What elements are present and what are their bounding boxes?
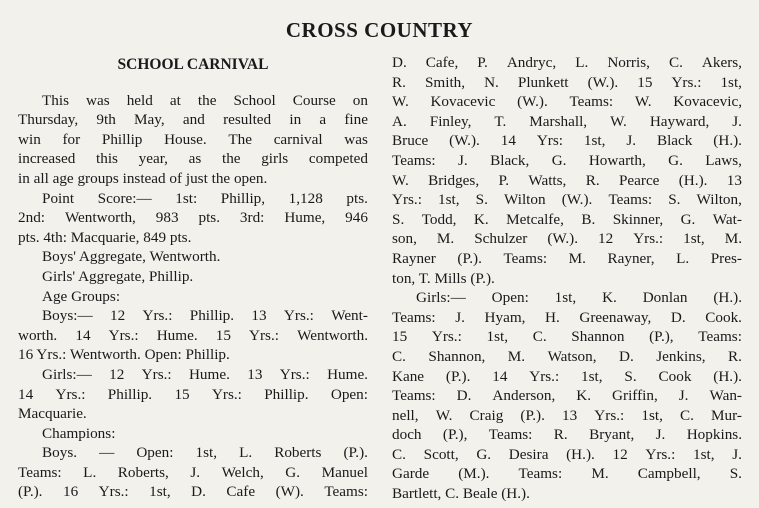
text-line: (P.). 16 Yrs.: 1st, D. Cafe (W). Teams:: [18, 483, 368, 501]
text-line: 14 Yrs.: Phillip. 15 Yrs.: Phillip. Open:: [18, 385, 368, 403]
text-line: 15 Yrs.: 1st, C. Shannon (P.), Teams:: [392, 328, 742, 346]
text-line: Teams: L. Roberts, J. Welch, G. Manuel: [18, 463, 368, 481]
text-line: Point Score:— 1st: Phillip, 1,128 pts.: [42, 189, 368, 207]
right-column: [392, 53, 742, 504]
text-line: This was held at the School Course on: [42, 91, 368, 109]
page-title: CROSS COUNTRY: [285, 18, 474, 42]
text-line: Girls' Aggregate, Phillip.: [42, 267, 194, 285]
text-line: Macquarie.: [18, 405, 87, 423]
text-line: Girls:— Open: 1st, K. Donlan (H.).: [416, 289, 742, 307]
text-line: A. Finley, T. Marshall, W. Hayward, J.: [392, 112, 742, 130]
text-line: W. Kovacevic (W.). Teams: W. Kovacevic,: [392, 93, 742, 111]
text-line: Garde (M.). Teams: M. Campbell, S.: [392, 465, 742, 483]
text-line: doch (P.), Teams: R. Bryant, J. Hopkins.: [392, 426, 742, 444]
text-line: ton, T. Mills (P.).: [392, 269, 495, 287]
text-line: pts. 4th: Macquarie, 849 pts.: [18, 228, 192, 246]
text-line: Rayner (P.). Teams: M. Rayner, L. Pres-: [392, 249, 742, 267]
text-line: Champions:: [42, 424, 116, 442]
text-line: 16 Yrs.: Wentworth. Open: Phillip.: [18, 346, 230, 364]
text-line: Bruce (W.). 14 Yrs: 1st, J. Black (H.).: [392, 132, 742, 150]
text-line: increased this year, as the girls competed: [18, 150, 368, 168]
text-line: Teams: D. Anderson, K. Griffin, J. Wan-: [392, 387, 742, 405]
text-line: C. Shannon, M. Watson, D. Jenkins, R.: [392, 347, 742, 365]
text-line: S. Todd, K. Metcalfe, B. Skinner, G. Wat-: [392, 210, 742, 228]
text-line: in all age groups instead of just the open.: [18, 169, 268, 187]
section-heading: SCHOOL CARNIVAL: [117, 56, 269, 73]
text-line: Boys. — Open: 1st, L. Roberts (P.).: [42, 444, 368, 462]
text-line: D. Cafe, P. Andryc, L. Norris, C. Akers,: [392, 54, 742, 71]
text-line: son, M. Schulzer (W.). 12 Yrs.: 1st, M.: [392, 230, 742, 248]
text-line: Thursday, 9th May, and resulted in a fine: [18, 111, 368, 129]
text-line: worth. 14 Yrs.: Hume. 15 Yrs.: Wentworth.: [18, 326, 368, 344]
left-column-body: [18, 91, 368, 502]
text-line: Bartlett, C. Beale (H.).: [392, 485, 530, 503]
text-line: Girls:— 12 Yrs.: Hume. 13 Yrs.: Hume.: [42, 365, 368, 383]
text-line: Age Groups:: [42, 287, 121, 305]
text-line: R. Smith, N. Plunkett (W.). 15 Yrs.: 1st,: [392, 73, 742, 91]
text-line: Teams: J. Hyam, H. Greenaway, D. Cook.: [392, 308, 742, 326]
text-line: C. Scott, G. Desira (H.). 12 Yrs.: 1st, J.: [392, 445, 742, 463]
text-line: 2nd: Wentworth, 983 pts. 3rd: Hume, 946: [18, 209, 368, 227]
text-line: Boys' Aggregate, Wentworth.: [42, 248, 221, 266]
right-column-body: [392, 53, 742, 504]
text-line: Kane (P.). 14 Yrs.: 1st, S. Cook (H.).: [392, 367, 742, 385]
text-line: win for Phillip House. The carnival was: [18, 130, 368, 148]
text-line: Boys:— 12 Yrs.: Phillip. 13 Yrs.: Went-: [42, 307, 368, 325]
text-line: Teams: J. Black, G. Howarth, G. Laws,: [392, 151, 742, 169]
left-column: [18, 53, 368, 502]
text-line: nell, W. Craig (P.). 13 Yrs.: 1st, C. Mur-: [392, 406, 742, 424]
text-line: W. Bridges, P. Watts, R. Pearce (H.). 13: [392, 171, 742, 189]
text-line: Yrs.: 1st, S. Wilton (W.). Teams: S. Wilton,: [392, 191, 742, 209]
